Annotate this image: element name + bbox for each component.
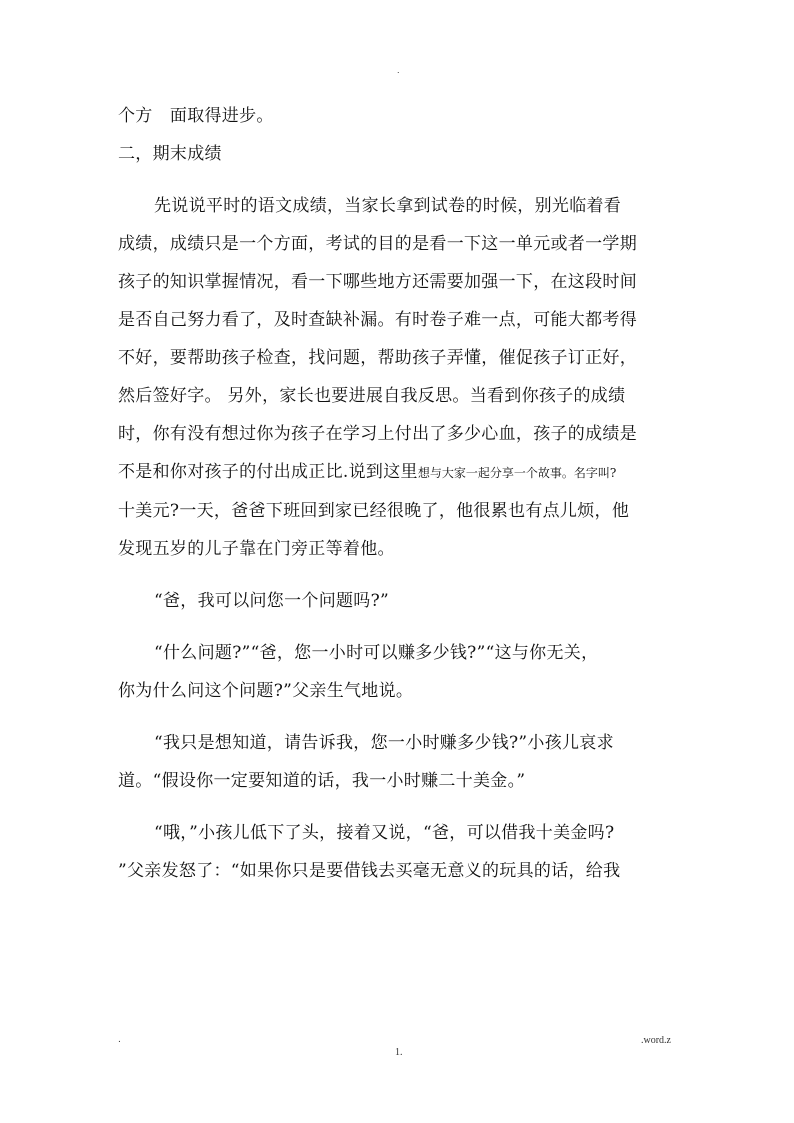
dialogue-line: “爸，我可以问您一个问题吗?” [154,591,389,611]
paragraph-line: 十美元?一天，爸爸下班回到家已经很晚了，他很累也有点儿烦，他 [118,501,630,521]
dialogue-line: ”父亲发怒了：“如果你只是要借钱去买毫无意义的玩具的话，给我 [118,861,621,881]
document-body [118,97,688,890]
paragraph-line: 发现五岁的儿子靠在门旁正等着他。 [118,539,395,559]
dialogue-line: “我只是想知道，请告诉我，您一小时赚多少钱?”小孩儿哀求 [154,733,614,753]
footer-left-mark: . [118,1035,121,1045]
dialogue-line: “什么问题?”“爸，您一小时可以赚多少钱?”“这与你无关， [154,643,599,663]
paragraph-line: 不好，要帮助孩子检查，找问题，帮助孩子弄懂，催促孩子订正好， [118,348,637,368]
paragraph-line: 然后签好字。 另外，家长也要进展自我反思。当看到你孩子的成绩 [118,386,626,406]
paragraph-line: 孩子的知识掌握情况，看一下哪些地方还需要加强一下，在这段时间 [118,272,637,292]
paragraph-line: 是否自己努力看了，及时查缺补漏。有时卷子难一点，可能大都考得 [118,310,637,330]
paragraph-line: 时，你有没有想过你为孩子在学习上付出了多少心血，孩子的成绩是 [118,424,637,444]
dialogue-line: 道。“假设你一定要知道的话，我一小时赚二十美金。” [118,771,526,791]
paragraph-line: 成绩，成绩只是一个方面，考试的目的是看一下这一单元或者一学期 [118,234,637,254]
dialogue-line: 你为什么问这个问题?”父亲生气地说。 [118,681,414,701]
paragraph-line: 个方 面取得进步。 [118,106,274,126]
paragraph-line [118,453,688,492]
paragraph-text: 不是和你对孩子的付出成正比.说到这里 [118,462,418,482]
story-intro-text: 想与大家一起分享一个故事。名字叫? [417,466,617,480]
page-number: 1. [395,1047,403,1058]
footer-source-text: .word.z [641,1035,671,1046]
header-mark: . [397,65,400,75]
dialogue-line: “哦，”小孩儿低下了头，接着又说，“爸，可以借我十美金吗? [154,823,615,843]
paragraph-line: 先说说平时的语文成绩，当家长拿到试卷的时候，别光临着看 [154,196,622,216]
section-heading: 二，期末成绩 [118,144,222,164]
